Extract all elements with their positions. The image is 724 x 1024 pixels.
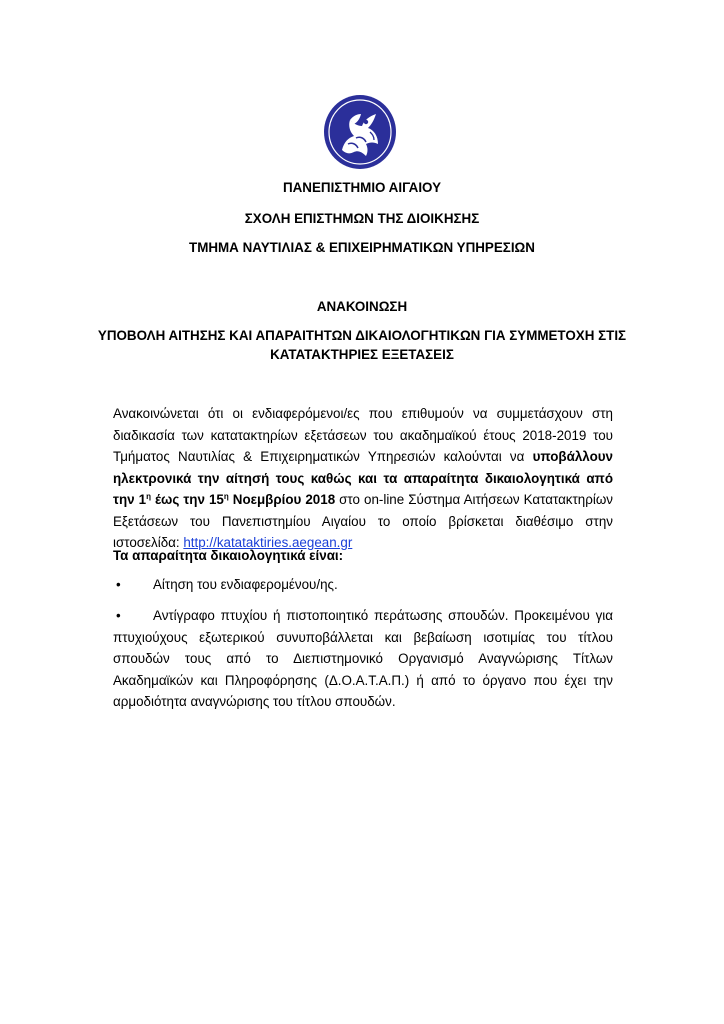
paragraph-bold-3: Νοεμβρίου 2018 <box>228 492 336 507</box>
paragraph-bold-2: έως την 15 <box>150 492 224 507</box>
list-item-text: Αντίγραφο πτυχίου ή πιστοποιητικό περάτωσης σπουδών. Προκειμένου για πτυχιούχους εξωτερικού συνυποβάλλεται και βεβαίωση ισοτιμίας του τίτλου σπουδών τους από το Διεπιστημονικό Οργανισμό Αναγνώρισης Τίτλων Ακαδημαϊκών και Πληροφόρησης (Δ.Ο.Α.Τ.Α.Π.) ή από το όργανο που έχει την αρμοδιότητα αναγνώρισης του τίτλου σπουδών. <box>113 608 613 709</box>
superscript-1: η <box>146 492 151 501</box>
paragraph-intro: Ανακοινώνεται ότι οι ενδιαφερόμενοι/ες που επιθυμούν να συμμετάσχουν στη διαδικασία των κατατακτηρίων εξετάσεων του ακαδημαϊκού έτους 2018-2019 του Τμήματος Ναυτιλίας & Επιχειρηματικών Υπηρεσιών καλούνται να <box>113 406 613 464</box>
paragraph-bold-1: υποβάλλουν ηλεκτρονικά την αίτησή τους καθώς και τα απαραίτητα δικαιολογητικά από την 1 <box>113 449 613 507</box>
announcement-paragraph <box>113 403 613 554</box>
bullet-icon: • <box>116 608 121 623</box>
bullet-icon: • <box>116 577 121 592</box>
department-name: ΤΜΗΜΑ ΝΑΥΤΙΛΙΑΣ & ΕΠΙΧΕΙΡΗΜΑΤΙΚΩΝ ΥΠΗΡΕΣΙΩΝ <box>189 240 535 255</box>
paragraph-continuation: στο on-line Σύστημα Αιτήσεων Κατατακτηρίων Εξετάσεων του Πανεπιστημίου Αιγαίου το οποίο βρίσκεται διαθέσιμο στην ιστοσελίδα: <box>113 492 613 550</box>
website-link[interactable]: http://katataktiries.aegean.gr <box>183 535 353 550</box>
university-name: ΠΑΝΕΠΙΣΤΗΜΙΟ ΑΙΓΑΙΟΥ <box>282 180 442 195</box>
announcement-title <box>80 326 644 364</box>
university-logo-icon <box>320 92 400 172</box>
superscript-2: η <box>223 492 229 501</box>
announcement-title-line2: ΚΑΤΑΤΑΚΤΗΡΙΕΣ ΕΞΕΤΑΣΕΙΣ <box>270 347 454 362</box>
school-name: ΣΧΟΛΗ ΕΠΙΣΤΗΜΩΝ ΤΗΣ ΔΙΟΙΚΗΣΗΣ <box>244 211 480 226</box>
announcement-title-line1: ΥΠΟΒΟΛΗ ΑΙΤΗΣΗΣ ΚΑΙ ΑΠΑΡΑΙΤΗΤΩΝ ΔΙΚΑΙΟΛΟΓΗΤΙΚΩΝ ΓΙΑ ΣΥΜΜΕΤΟΧΗ ΣΤΙΣ <box>97 328 627 343</box>
announcement-label: ΑΝΑΚΟΙΝΩΣΗ <box>316 299 408 314</box>
list-item <box>113 574 613 596</box>
list-item <box>113 605 613 713</box>
requirements-title: Τα απαραίτητα δικαιολογητικά είναι: <box>113 548 344 563</box>
list-item-text: Αίτηση του ενδιαφερομένου/ης. <box>153 577 338 592</box>
